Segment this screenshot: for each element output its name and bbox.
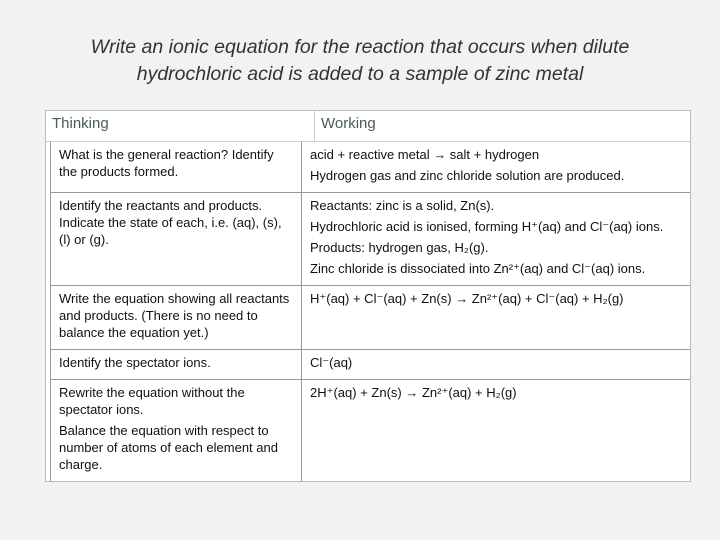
working-text: Cl⁻(aq) [310, 355, 353, 370]
working-text: Zinc chloride is dissociated into Zn²⁺(aq) and Cl⁻(aq) ions. [310, 261, 646, 276]
working-text: H⁺(aq) + Cl⁻(aq) + Zn(s) → Zn²⁺(aq) + Cl⁻(aq) + H₂(g) [310, 291, 624, 306]
working-cell [302, 380, 690, 481]
header-thinking: Thinking [46, 111, 315, 141]
working-text: acid + reactive metal → salt + hydrogen [310, 147, 540, 162]
thinking-cell [51, 193, 302, 285]
working-cell [302, 350, 690, 379]
table-header [46, 111, 690, 142]
header-working: Working [321, 115, 376, 132]
working-text: 2H⁺(aq) + Zn(s) → Zn²⁺(aq) + H₂(g) [310, 385, 517, 400]
working-cell [302, 142, 690, 192]
table-row [50, 286, 690, 350]
thinking-working-table [45, 110, 691, 482]
thinking-cell [51, 350, 302, 379]
thinking-text: Identify the spectator ions. [59, 355, 211, 370]
working-cell [302, 193, 690, 285]
thinking-cell [51, 286, 302, 349]
table-row [50, 380, 690, 481]
thinking-text: Rewrite the equation without the spectator ions. [59, 385, 245, 417]
table-row [50, 142, 690, 193]
table-row [50, 350, 690, 380]
working-text: Hydrogen gas and zinc chloride solution are produced. [310, 168, 625, 183]
working-text: Hydrochloric acid is ionised, forming H⁺(aq) and Cl⁻(aq) ions. [310, 219, 664, 234]
working-text: Reactants: zinc is a solid, Zn(s). [310, 198, 495, 213]
table-row [50, 193, 690, 286]
thinking-cell [51, 380, 302, 481]
thinking-text: Identify the reactants and products. Indicate the state of each, i.e. (aq), (s), (l) or (g). [59, 198, 282, 247]
title-line: Write an ionic equation for the reaction that occurs when dilute [90, 36, 630, 58]
working-text: Products: hydrogen gas, H₂(g). [310, 240, 489, 255]
thinking-cell [51, 142, 302, 192]
thinking-text: Write the equation showing all reactants and products. (There is no need to balance the equation yet.) [59, 291, 290, 340]
slide-title [0, 34, 720, 88]
working-cell [302, 286, 690, 349]
title-line: hydrochloric acid is added to a sample of zinc metal [136, 63, 584, 85]
thinking-text: What is the general reaction? Identify the products formed. [59, 147, 274, 179]
thinking-text: Balance the equation with respect to number of atoms of each element and charge. [59, 423, 278, 472]
